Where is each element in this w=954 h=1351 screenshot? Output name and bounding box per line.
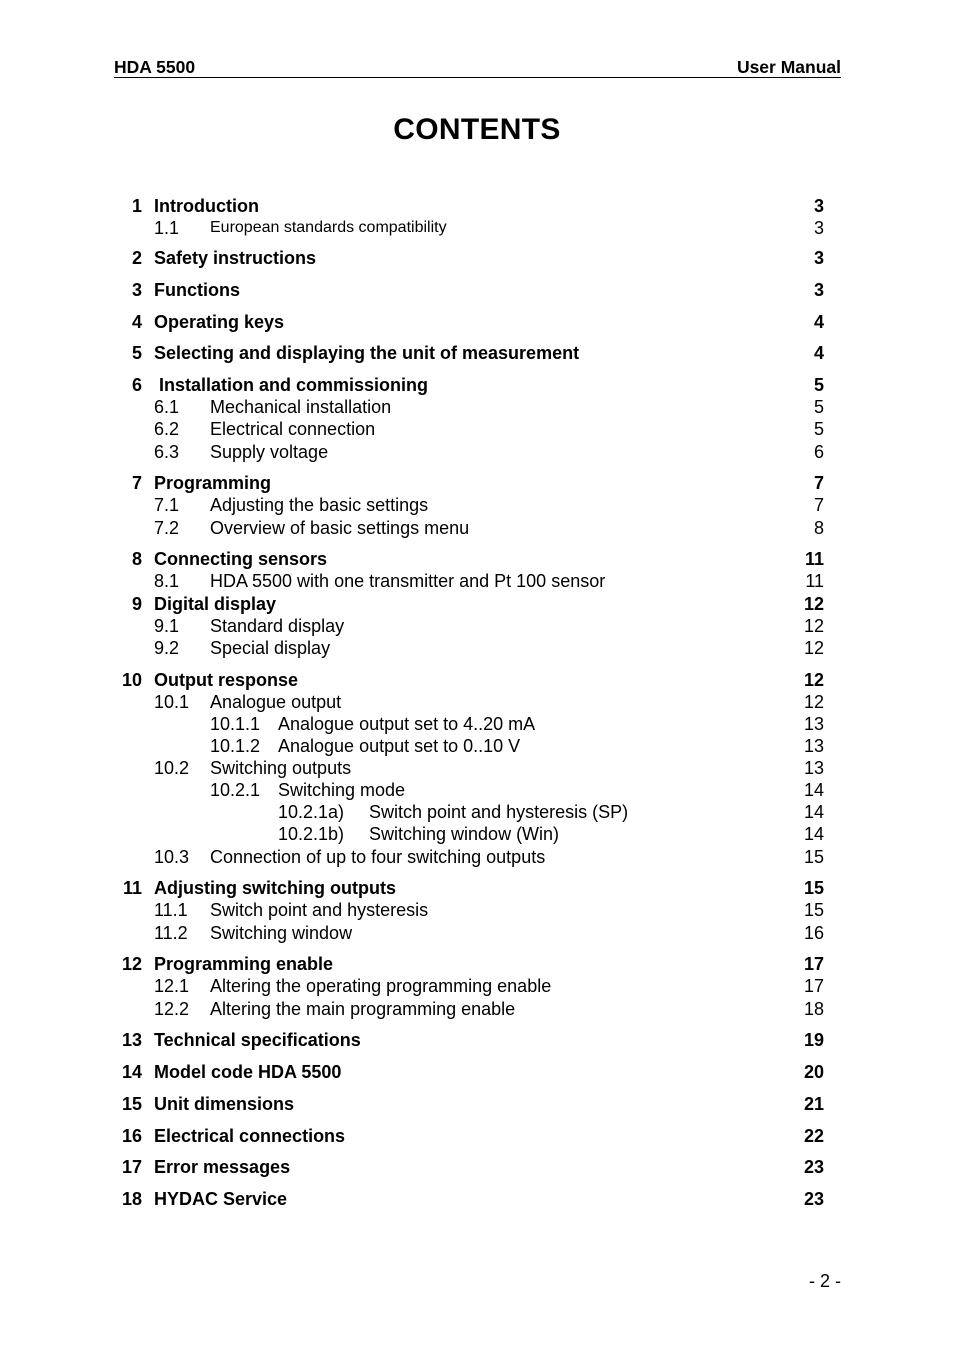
- toc-entry: [0, 823, 954, 845]
- toc-entry-page: 13: [803, 758, 824, 778]
- toc-entry-title: Digital display: [154, 594, 277, 614]
- toc-entry-title: Technical specifications: [154, 1030, 361, 1050]
- toc-entry-page: 13: [803, 736, 824, 756]
- toc-entry: [0, 1093, 954, 1115]
- toc-entry-page: 16: [803, 923, 824, 943]
- toc-entry-page: 17: [803, 976, 824, 996]
- toc-entry-title: Installation and commissioning: [154, 375, 429, 395]
- toc-entry-number: 17: [121, 1157, 142, 1177]
- toc-entry-number: 10.2.1b): [278, 824, 345, 844]
- toc-entry: [0, 374, 954, 396]
- toc-entry-title: Programming: [154, 473, 272, 493]
- toc-entry-number: 11: [122, 878, 142, 898]
- toc-entry-number: 7.1: [154, 495, 180, 515]
- toc-entry-title: HYDAC Service: [154, 1189, 288, 1209]
- toc-entry-title: Mechanical installation: [210, 397, 392, 417]
- toc-entry-title: Switching window (Win): [369, 824, 560, 844]
- toc-entry: [0, 1188, 954, 1210]
- toc-entry-page: 15: [803, 847, 824, 867]
- toc-entry-title: Switch point and hysteresis (SP): [369, 802, 629, 822]
- toc-entry: [0, 1029, 954, 1051]
- toc-entry-number: 11.2: [154, 923, 188, 943]
- toc-entry: [0, 217, 954, 239]
- toc-entry: [0, 396, 954, 418]
- toc-entry: [0, 975, 954, 997]
- toc-entry: [0, 418, 954, 440]
- toc-entry-page: 18: [803, 999, 824, 1019]
- toc-entry-title: Analogue output: [210, 692, 342, 712]
- toc-entry-title: Model code HDA 5500: [154, 1062, 342, 1082]
- toc-entry: [0, 1125, 954, 1147]
- toc-entry-title: Overview of basic settings menu: [210, 518, 470, 538]
- toc-entry: [0, 342, 954, 364]
- toc-entry-page: 3: [813, 248, 824, 268]
- toc-entry: [0, 311, 954, 333]
- toc-entry-page: 15: [803, 878, 824, 898]
- toc-entry-page: 12: [803, 670, 824, 690]
- toc-entry-page: 11: [805, 571, 824, 591]
- toc-entry-page: 23: [803, 1189, 824, 1209]
- toc-entry-title: Supply voltage: [210, 442, 329, 462]
- toc-entry-title: Adjusting switching outputs: [154, 878, 396, 898]
- toc-entry-title: Connection of up to four switching outputs: [210, 847, 546, 867]
- toc-entry-title: Switching window: [210, 923, 353, 943]
- toc-entry-title: Standard display: [210, 616, 345, 636]
- toc-entry-number: 4: [131, 312, 142, 332]
- toc-entry-number: 6: [131, 375, 142, 395]
- toc-entry-page: 15: [803, 900, 824, 920]
- toc-entry-number: 10.2: [154, 758, 190, 778]
- toc-entry-number: 10: [121, 670, 142, 690]
- toc-entry-page: 7: [813, 495, 824, 515]
- page-title: CONTENTS: [393, 113, 561, 146]
- toc-entry-number: 7.2: [154, 518, 180, 538]
- toc-entry-number: 1: [131, 196, 142, 216]
- toc-entry-page: 6: [813, 442, 824, 462]
- toc-entry-title: Safety instructions: [154, 248, 317, 268]
- toc-entry-number: 14: [121, 1062, 142, 1082]
- toc-entry: [0, 713, 954, 735]
- toc-entry-number: 9: [131, 594, 142, 614]
- toc-entry-number: 18: [121, 1189, 142, 1209]
- toc-entry-title: Switching outputs: [210, 758, 352, 778]
- toc-entry: [0, 691, 954, 713]
- toc-entry-number: 6.3: [154, 442, 180, 462]
- toc-entry-page: 5: [813, 397, 824, 417]
- toc-entry-number: 9.2: [154, 638, 180, 658]
- toc-entry-number: 15: [121, 1094, 142, 1114]
- toc-entry-title: Altering the operating programming enable: [210, 976, 552, 996]
- toc-entry-title: Introduction: [154, 196, 259, 216]
- toc-entry-title: Error messages: [154, 1157, 291, 1177]
- toc-entry-number: 1.1: [154, 218, 180, 238]
- toc-entry: [0, 279, 954, 301]
- toc-entry-page: 17: [803, 954, 824, 974]
- toc-entry-page: 5: [813, 375, 824, 395]
- toc-entry: [0, 615, 954, 637]
- toc-entry-page: 3: [813, 196, 824, 216]
- toc-entry: [0, 998, 954, 1020]
- toc-entry-title: Altering the main programming enable: [210, 999, 516, 1019]
- toc-entry-title: Analogue output set to 0..10 V: [278, 736, 521, 756]
- toc-entry: [0, 247, 954, 269]
- header-document-type: User Manual: [736, 57, 841, 77]
- toc-entry-page: 4: [813, 343, 824, 363]
- toc-entry: [0, 757, 954, 779]
- toc-entry-title: Switch point and hysteresis: [210, 900, 429, 920]
- toc-entry-title: Programming enable: [154, 954, 334, 974]
- toc-entry-page: 7: [813, 473, 824, 493]
- toc-entry-number: 10.1: [154, 692, 190, 712]
- toc-entry-page: 14: [803, 802, 824, 822]
- toc-entry-number: 13: [121, 1030, 142, 1050]
- toc-entry-page: 19: [803, 1030, 824, 1050]
- toc-entry: [0, 494, 954, 516]
- toc-entry-number: 6.1: [154, 397, 180, 417]
- toc-entry-number: 11.1: [154, 900, 188, 920]
- toc-entry-page: 4: [813, 312, 824, 332]
- toc-entry-number: 6.2: [154, 419, 180, 439]
- toc-entry: [0, 570, 954, 592]
- toc-entry: [0, 441, 954, 463]
- header-product-name: HDA 5500: [114, 57, 196, 77]
- toc-entry-title: HDA 5500 with one transmitter and Pt 100 sensor: [210, 571, 606, 591]
- toc-entry-page: 12: [803, 638, 824, 658]
- toc-entry-page: 8: [813, 518, 824, 538]
- toc-entry-page: 22: [803, 1126, 824, 1146]
- toc-entry-title: Special display: [210, 638, 331, 658]
- toc-entry: [0, 517, 954, 539]
- toc-entry-title: Operating keys: [154, 312, 285, 332]
- toc-entry: [0, 735, 954, 757]
- toc-entry: [0, 922, 954, 944]
- toc-entry: [0, 877, 954, 899]
- toc-entry: [0, 548, 954, 570]
- toc-entry: [0, 669, 954, 691]
- toc-entry-page: 11: [804, 549, 824, 569]
- toc-entry: [0, 801, 954, 823]
- toc-entry-number: 10.1.2: [210, 736, 261, 756]
- toc-entry: [0, 637, 954, 659]
- toc-entry: [0, 779, 954, 801]
- toc-entry-number: 12.2: [154, 999, 190, 1019]
- toc-entry-title: Connecting sensors: [154, 549, 328, 569]
- toc-entry-number: 5: [131, 343, 142, 363]
- toc-entry-number: 3: [131, 280, 142, 300]
- toc-entry: [0, 593, 954, 615]
- toc-entry: [0, 953, 954, 975]
- toc-entry-number: 2: [131, 248, 142, 268]
- toc-entry-page: 20: [803, 1062, 824, 1082]
- toc-entry: [0, 472, 954, 494]
- toc-entry-page: 14: [803, 780, 824, 800]
- toc-entry: [0, 1156, 954, 1178]
- toc-entry: [0, 899, 954, 921]
- toc-entry-title: Functions: [154, 280, 240, 300]
- toc-entry-page: 13: [803, 714, 824, 734]
- toc-entry-title: Electrical connection: [210, 419, 376, 439]
- toc-entry-title: European standards compatibility: [210, 219, 447, 236]
- page-number: - 2 -: [808, 1271, 841, 1291]
- toc-entry-title: Output response: [154, 670, 299, 690]
- toc-entry: [0, 1061, 954, 1083]
- toc-entry-page: 21: [803, 1094, 824, 1114]
- toc-entry-title: Unit dimensions: [154, 1094, 295, 1114]
- toc-entry-title: Analogue output set to 4..20 mA: [278, 714, 536, 734]
- toc-entry-title: Electrical connections: [154, 1126, 346, 1146]
- toc-entry: [0, 195, 954, 217]
- toc-entry-title: Selecting and displaying the unit of measurement: [154, 343, 580, 363]
- toc-entry-number: 16: [121, 1126, 142, 1146]
- toc-entry-page: 3: [813, 280, 824, 300]
- toc-entry: [0, 846, 954, 868]
- toc-entry-number: 12: [121, 954, 142, 974]
- toc-entry-number: 9.1: [154, 616, 180, 636]
- toc-entry-page: 3: [813, 218, 824, 238]
- toc-entry-title: Adjusting the basic settings: [210, 495, 429, 515]
- toc-entry-number: 10.3: [154, 847, 190, 867]
- toc-entry-number: 10.2.1a): [278, 802, 345, 822]
- toc-entry-title: Switching mode: [278, 780, 406, 800]
- toc-entry-number: 12.1: [154, 976, 190, 996]
- toc-entry-page: 12: [803, 616, 824, 636]
- toc-entry-page: 12: [803, 594, 824, 614]
- toc-entry-page: 12: [803, 692, 824, 712]
- toc-entry-number: 10.2.1: [210, 780, 261, 800]
- toc-entry-page: 23: [803, 1157, 824, 1177]
- toc-entry-number: 8.1: [154, 571, 180, 591]
- toc-entry-page: 14: [803, 824, 824, 844]
- toc-entry-number: 7: [131, 473, 142, 493]
- toc-entry-number: 8: [131, 549, 142, 569]
- toc-entry-number: 10.1.1: [210, 714, 261, 734]
- toc-entry-page: 5: [813, 419, 824, 439]
